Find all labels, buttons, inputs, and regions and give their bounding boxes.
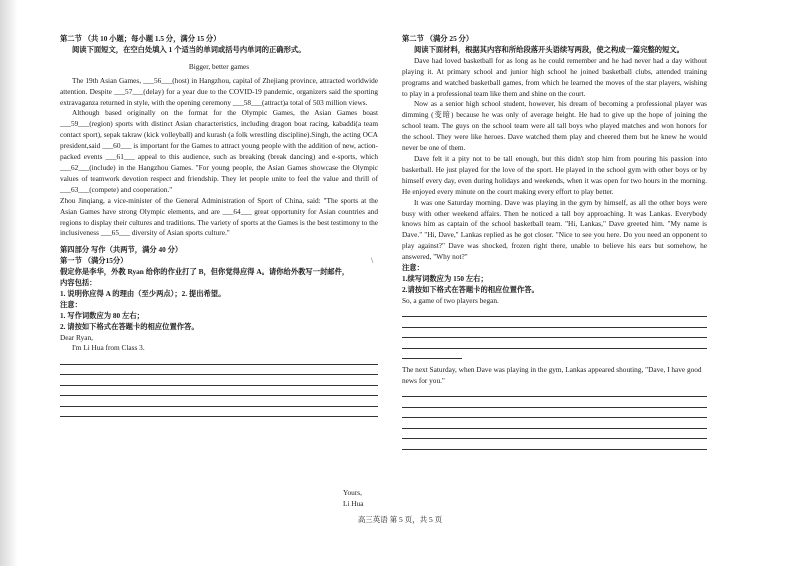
writing-line[interactable] xyxy=(402,328,707,339)
letter-closing xyxy=(343,487,363,509)
left-note-2: 2. 请按如下格式在答题卡的相应位置作答。 xyxy=(60,321,199,331)
continuation-starter-2: The next Saturday, when Dave was playing in the gym, Lankas appeared shouting, "Dave, I have good news for you." xyxy=(402,365,702,386)
left-note-1: 1. 写作词数应为 80 左右； xyxy=(60,310,144,320)
right-note-label: 注意： xyxy=(402,263,424,273)
right-note-2: 2.请按如下格式在答题卡的相应位置作答。 xyxy=(402,284,539,294)
writing-line[interactable] xyxy=(60,396,378,407)
writing-line[interactable] xyxy=(60,354,378,365)
story-paragraph-2: Now as a senior high school student, however, his dream of becoming a professional player was dimming (变暗) because he was only of average height. He had to give up the hope of joining the school team. The guys on the school team were all tall boys who played matches and won honors for the school. They were like heroes. Dave watched them play and cheered them but he knew he would never be one of them. xyxy=(402,99,707,153)
passage-paragraph-1: The 19th Asian Games, ___56___(host) in Hangzhou, capital of Zhejiang province, attracted worldwide attention. Despite ___57___(delay) for a year due to the COVID-19 pandemic, organizers said the sporting extravaganza returned in style, with the opening ceremony ___58___(attract)a total of 503 million views. xyxy=(60,75,378,107)
left-column xyxy=(60,34,378,417)
writing-task-line-2: 内容包括： xyxy=(60,278,97,288)
story-paragraph-1: Dave had loved basketball for as long as he could remember and he had never had a day without playing it. At primary school and junior high school he joined basketball clubs, attended training programs and watched basketball games, from which he learned the moves of the star players, wishing to play in a professional team like them and shine on the court. xyxy=(402,55,707,98)
right-note-1: 1.续写词数应为 150 左右； xyxy=(402,273,488,283)
writing-task-line-3: 1. 说明你应得 A 的理由（至少两点）；2. 提出希望。 xyxy=(60,288,226,298)
left-note-label: 注意： xyxy=(60,299,82,309)
story-paragraph-3: Dave felt it a pity not to be tall enough, but this didn't stop him from pouring his passion into basketball. He just played for the love of the sport. He played in the school gym with other boys or by himself every day, even during holidays and weekends, when it was open for two hours in the morning. He enjoyed every minute on the court making every effort to play better. xyxy=(402,153,707,196)
right-section2-instruction: 阅读下面材料，根据其内容和所给段落开头语续写两段，使之构成一篇完整的短文。 xyxy=(414,44,684,54)
left-section2-heading: 第二节 （共 10 小题；每小题 1.5 分，满分 15 分） xyxy=(60,34,221,43)
writing-line[interactable] xyxy=(402,317,707,328)
margin-mark: \ xyxy=(371,256,374,265)
writing-line[interactable] xyxy=(402,418,707,429)
letter-opening: I'm Li Hua from Class 3. xyxy=(72,343,145,353)
page-footer: 高三英语 第 5 页，共 5 页 xyxy=(357,515,443,524)
letter-closing-yours: Yours, xyxy=(343,488,362,497)
letter-closing-name: Li Hua xyxy=(343,499,364,508)
right-writing-lines-1 xyxy=(402,307,707,360)
writing-task-line-1: 假定你是李华，外教 Ryan 给你的作业打了 B，但你觉得应得 A。请你给外教写一封邮件， xyxy=(60,267,350,277)
writing-line[interactable] xyxy=(402,338,707,349)
writing-line[interactable] xyxy=(402,387,707,398)
writing-line[interactable] xyxy=(402,397,707,408)
writing-line[interactable] xyxy=(60,365,378,376)
letter-salutation: Dear Ryan, xyxy=(60,332,93,342)
scan-edge-shadow xyxy=(0,0,18,566)
passage-paragraph-2: Although based originally on the format for the Olympic Games, the Asian Games boast ___59___(region) sports with distinct Asian characteristics, including dragon boat racing, kabaddi(a team contact sport), sepak takraw (kick volleyball) and kurash (a folk wrestling discipline).Singh, the acting OCA president,said ___60___ is important for the Games to attract young people with the addition of new, action-packed events ___61___ appeal to this audience, such as breaking (break dancing) and e-sports, which ___62___(include) in the Hangzhou Games. "For young people, the Asian Games showcase the Olympic values of teamwork devotion respect and friendship. They let people unite to feel the value and thrill of ___63___(compete) and cooperation." xyxy=(60,108,378,194)
writing-line[interactable] xyxy=(402,307,707,318)
writing-line[interactable] xyxy=(402,349,462,360)
part4-heading: 第四部分 写作（共两节，满分 40 分） xyxy=(60,245,183,255)
writing-line[interactable] xyxy=(402,408,707,419)
writing-line[interactable] xyxy=(60,386,378,397)
right-column xyxy=(402,34,707,450)
left-section2-instruction: 阅读下面短文，在空白处填入 1 个适当的单词或括号内单词的正确形式。 xyxy=(72,44,306,54)
story-paragraph-4: It was one Saturday morning. Dave was playing in the gym by himself, as all the other boys were busy with other weekend affairs. Then he noticed a tall boy approaching. It was Lankas. Everybody knows him as captain of the school basketball team. "Hi, Lankas," Dave greeted him. "My name is Dave." "Hi, Dave," Lankas replied as he got closer. "Nice to see you here. Do you need an opponent to play against?" Dave was shocked, frozen right there, unable to believe his ears but somehow, he answered, "Why not?" xyxy=(402,197,707,262)
passage-paragraph-3: Zhou Jinqiang, a vice-minister of the General Administration of Sport of China, said: "The sports at the Asian Games have strong Olympic elements, and are ___64___ great opportunity for Asian countries and regions to display their cultures and traditions. The variety of sports at the Games is the best testimony to the inclusiveness ___65___ diversity of Asian sports culture." xyxy=(60,195,378,238)
passage-title: Bigger, better games xyxy=(188,61,250,71)
right-writing-lines-2 xyxy=(402,387,707,450)
part4-section1-heading: 第一节 （满分15分） xyxy=(60,256,128,266)
writing-line[interactable] xyxy=(60,375,378,386)
right-section2-heading: 第二节 （满分 25 分） xyxy=(402,34,474,43)
writing-line[interactable] xyxy=(402,429,707,440)
continuation-starter-1: So, a game of two players began. xyxy=(402,295,499,305)
writing-line[interactable] xyxy=(402,439,707,450)
left-writing-lines xyxy=(60,354,378,417)
writing-line[interactable] xyxy=(60,407,378,418)
